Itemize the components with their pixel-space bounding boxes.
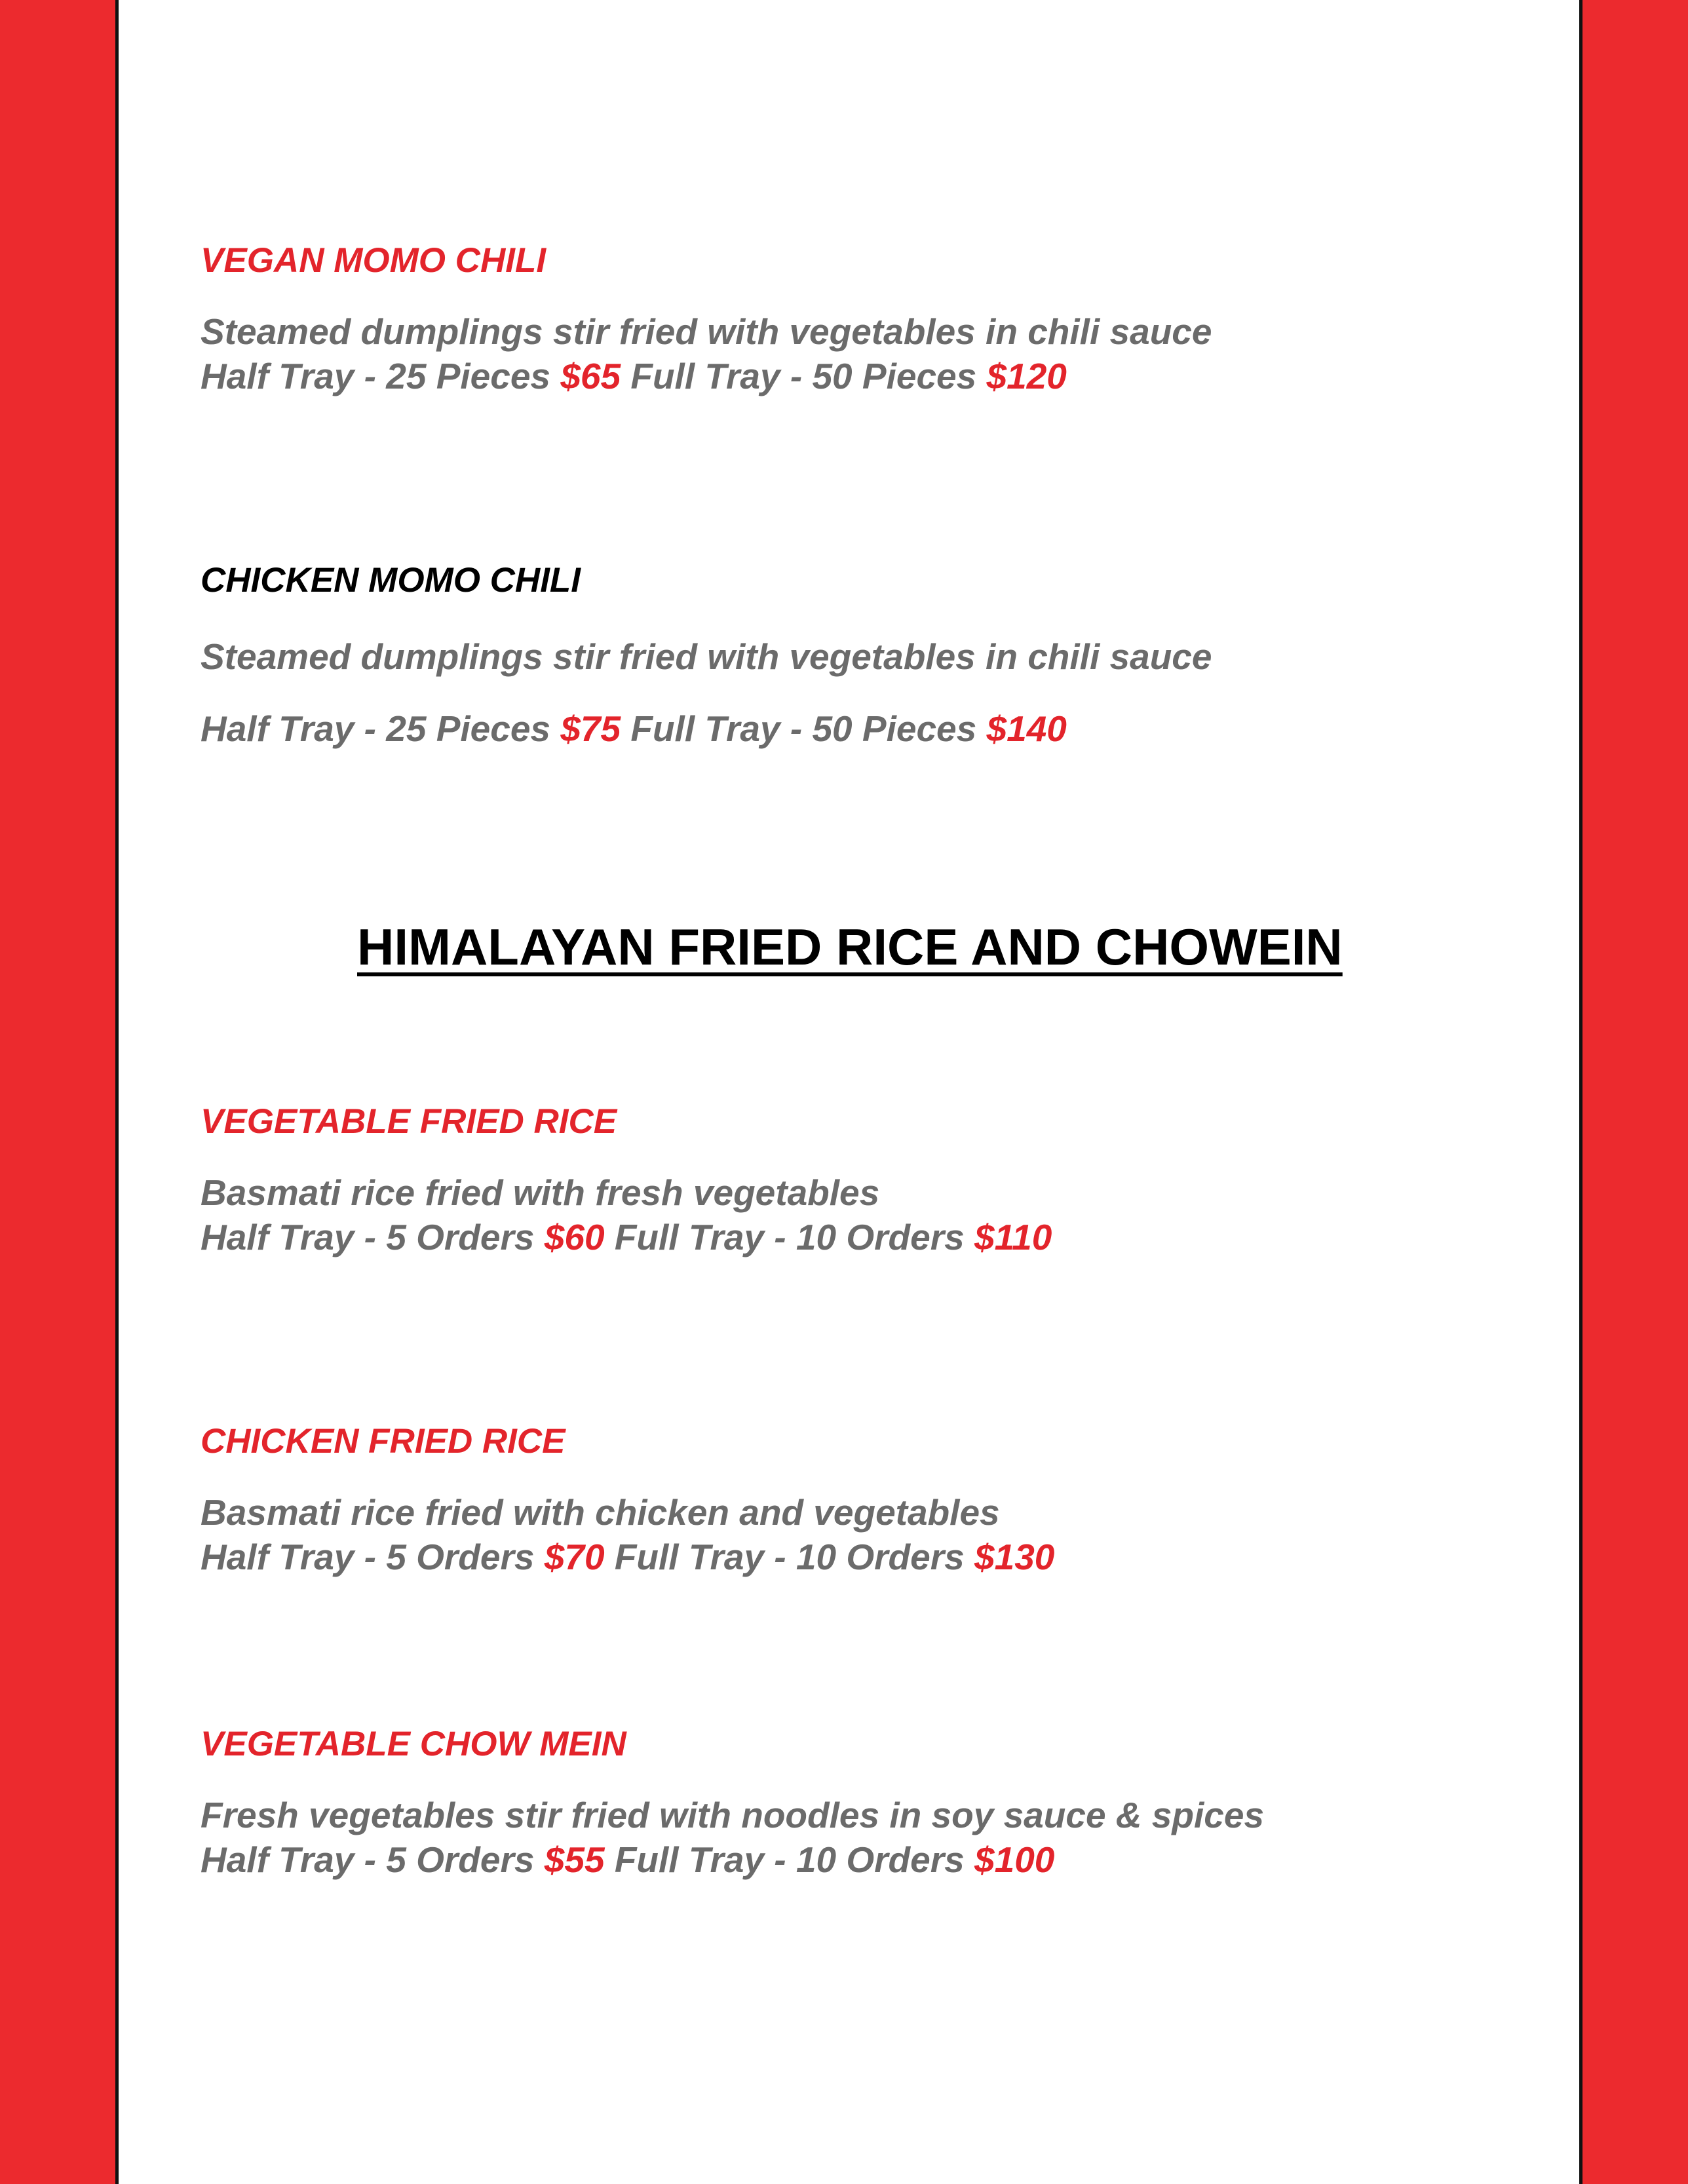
half-tray-label: Half Tray - 5 Orders xyxy=(201,1537,535,1577)
half-tray-price: $70 xyxy=(544,1537,605,1577)
item-price-line xyxy=(201,706,1537,751)
section-title: HIMALAYAN FRIED RICE AND CHOWEIN xyxy=(357,918,1343,976)
half-tray-label: Half Tray - 5 Orders xyxy=(201,1217,535,1257)
full-tray-label: Full Tray - 50 Pieces xyxy=(630,708,977,749)
full-tray-price: $120 xyxy=(986,356,1067,396)
item-name: VEGETABLE CHOW MEIN xyxy=(201,1725,626,1763)
right-red-border xyxy=(1579,0,1688,2184)
half-tray-label: Half Tray - 5 Orders xyxy=(201,1839,535,1880)
menu-item-vegetable-fried-rice xyxy=(201,1102,1537,1259)
menu-item-vegetable-chow-mein xyxy=(201,1725,1537,1882)
item-description: Basmati rice fried with fresh vegetables xyxy=(201,1172,880,1213)
full-tray-price: $100 xyxy=(974,1839,1055,1880)
item-name: CHICKEN FRIED RICE xyxy=(201,1422,566,1461)
item-name: CHICKEN MOMO CHILI xyxy=(201,561,581,600)
full-tray-price: $110 xyxy=(974,1217,1052,1257)
menu-item-chicken-momo-chili xyxy=(201,561,1537,751)
full-tray-price: $130 xyxy=(974,1537,1055,1577)
full-tray-label: Full Tray - 50 Pieces xyxy=(630,356,977,396)
item-name: VEGAN MOMO CHILI xyxy=(201,241,547,280)
item-description: Steamed dumplings stir fried with vegetables in chili sauce xyxy=(201,636,1212,677)
half-tray-label: Half Tray - 25 Pieces xyxy=(201,708,551,749)
item-description: Fresh vegetables stir fried with noodles in soy sauce & spices xyxy=(201,1795,1265,1835)
half-tray-label: Half Tray - 25 Pieces xyxy=(201,356,551,396)
item-price-line xyxy=(201,1837,1537,1882)
half-tray-price: $60 xyxy=(544,1217,605,1257)
half-tray-price: $75 xyxy=(560,708,621,749)
full-tray-label: Full Tray - 10 Orders xyxy=(614,1839,965,1880)
left-red-border xyxy=(0,0,119,2184)
menu-item-vegan-momo-chili xyxy=(201,241,1537,398)
item-price-line xyxy=(201,1535,1537,1579)
item-price-line xyxy=(201,1215,1537,1259)
menu-item-chicken-fried-rice xyxy=(201,1422,1537,1579)
item-price-line xyxy=(201,354,1537,398)
item-name: VEGETABLE FRIED RICE xyxy=(201,1102,617,1141)
item-description: Basmati rice fried with chicken and vegetables xyxy=(201,1492,1000,1533)
full-tray-label: Full Tray - 10 Orders xyxy=(614,1537,965,1577)
half-tray-price: $65 xyxy=(560,356,621,396)
item-description: Steamed dumplings stir fried with vegetables in chili sauce xyxy=(201,311,1212,352)
half-tray-price: $55 xyxy=(544,1839,605,1880)
full-tray-price: $140 xyxy=(986,708,1067,749)
full-tray-label: Full Tray - 10 Orders xyxy=(614,1217,965,1257)
